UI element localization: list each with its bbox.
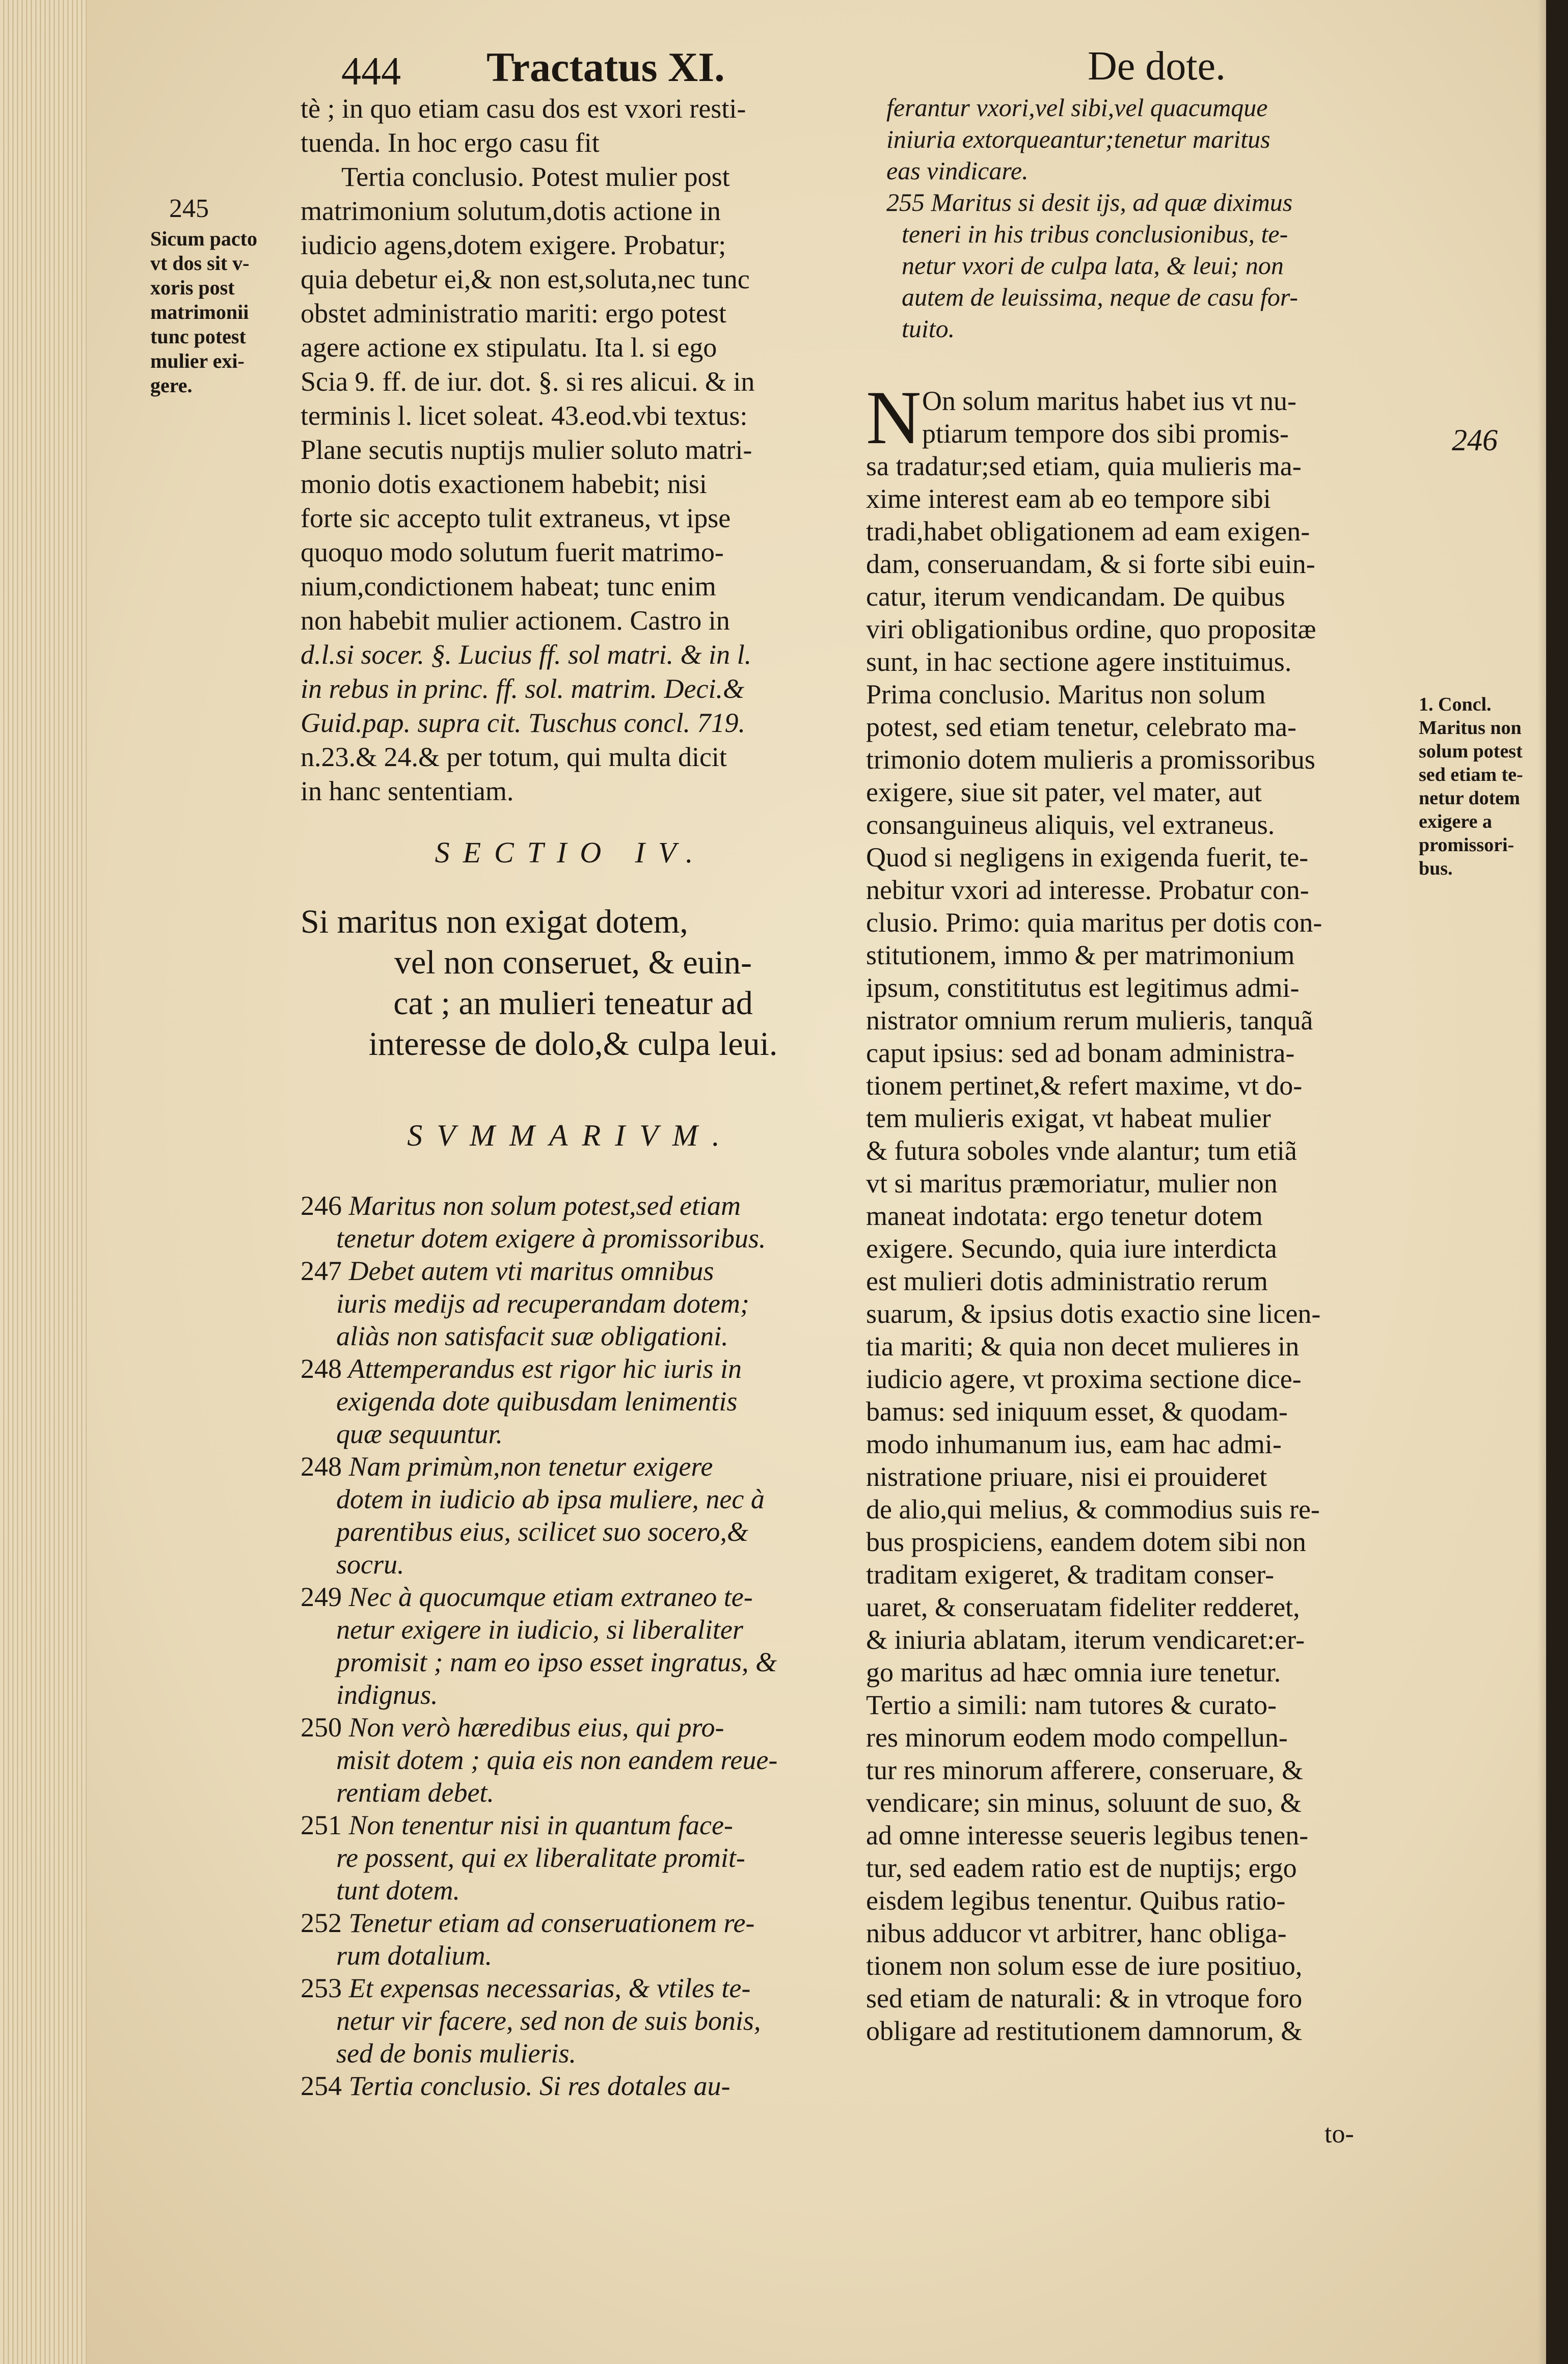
summary-text: netur vxori de culpa lata, & leui; non — [902, 251, 1284, 280]
text-line: obligare ad restitutionem damnorum, & — [866, 2016, 1303, 2046]
text-line: tem mulieris exigat, vt habeat mulier — [866, 1103, 1271, 1133]
summary-item — [301, 1972, 851, 2070]
margin-note-line: xoris post — [150, 276, 235, 299]
summary-text: eas vindicare. — [886, 156, 1029, 185]
left-margin-note — [150, 227, 303, 398]
right-margin-note — [1419, 693, 1541, 880]
margin-note-line: gere. — [150, 374, 193, 397]
text-line: ad omne interesse seueris legibus tenen- — [866, 1820, 1309, 1851]
text-line: sunt, in hac sectione agere instituimus. — [866, 646, 1292, 677]
summary-item — [301, 2070, 851, 2102]
text-line: non habebit mulier actionem. Castro in — [301, 605, 730, 636]
summary-continuation — [886, 92, 1406, 344]
summary-text: Nec à quocumque etiam extraneo te- — [348, 1582, 753, 1612]
summary-text: Debet autem vti maritus omnibus — [348, 1256, 714, 1286]
section-title-line: interesse de dolo,& culpa leui. — [368, 1025, 778, 1063]
text-line: tur, sed eadem ratio est de nuptijs; ergo — [866, 1853, 1297, 1883]
summary-text: Tertia conclusio. Si res dotales au- — [348, 2071, 731, 2101]
text-line: Quod si negligens in exigenda fuerit, te- — [866, 842, 1309, 873]
margin-note-line: solum potest — [1419, 741, 1523, 762]
margin-note-line: netur dotem — [1419, 787, 1520, 809]
summary-item — [301, 1711, 851, 1809]
margin-note-line: 1. Concl. — [1419, 694, 1492, 715]
text-line: stitutionem, immo & per matrimonium — [866, 940, 1295, 970]
summary-number: 254 — [301, 2071, 342, 2101]
text-line: vt si maritus præmoriatur, mulier non — [866, 1168, 1278, 1199]
summary-text: netur exigere in iudicio, si liberaliter — [336, 1614, 743, 1645]
text-line: est mulieri dotis administratio rerum — [866, 1266, 1268, 1296]
text-line: nistratione priuare, nisi ei prouideret — [866, 1461, 1267, 1492]
summary-text: Maritus non solum potest,sed etiam — [348, 1190, 741, 1221]
text-line: in hanc sententiam. — [301, 776, 514, 806]
summary-text: Non verò hæredibus eius, qui pro- — [348, 1712, 724, 1743]
summary-text: Nam primùm,non tenetur exigere — [348, 1451, 713, 1482]
margin-note-line: tunc potest — [150, 325, 246, 348]
section-title-line: vel non conseruet, & euin- — [394, 944, 752, 981]
summary-text: Tenetur etiam ad conseruationem re- — [348, 1908, 755, 1938]
summary-number: 250 — [301, 1712, 342, 1743]
text-line: quoquo modo solutum fuerit matrimo- — [301, 537, 724, 567]
summary-text: Et expensas necessarias, & vtiles te- — [348, 1973, 751, 2003]
summarium-heading: SVMMARIVM. — [407, 1119, 734, 1152]
summary-text: tunt dotem. — [336, 1875, 460, 1906]
text-line: Prima conclusio. Maritus non solum — [866, 679, 1266, 710]
section-title-line: Si maritus non exigat dotem, — [301, 903, 688, 940]
text-line: res minorum eodem modo compellun- — [866, 1722, 1288, 1753]
text-line: sa tradatur;sed etiam, quia mulieris ma- — [866, 451, 1302, 481]
section-title-line: cat ; an mulieri teneatur ad — [393, 985, 753, 1022]
text-line: tradi,habet obligationem ad eam exigen- — [866, 516, 1310, 547]
summary-item — [301, 1581, 851, 1711]
summary-text: ferantur vxori,vel sibi,vel quacumque — [886, 93, 1268, 122]
running-title: Tractatus XI. — [486, 44, 725, 90]
page-edges — [0, 0, 87, 2364]
margin-note-line: bus. — [1419, 858, 1453, 879]
text-line: dam, conseruandam, & si forte sibi euin- — [866, 549, 1315, 579]
text-line: potest, sed etiam tenetur, celebrato ma- — [866, 712, 1296, 742]
spine-shadow — [1537, 0, 1568, 2364]
summary-text: dotem in iudicio ab ipsa muliere, nec à — [336, 1484, 765, 1514]
text-line: Tertia conclusio. Potest mulier post — [341, 161, 730, 192]
margin-note-line: mulier exi- — [150, 349, 245, 372]
summary-text: quæ sequuntur. — [336, 1419, 503, 1449]
page-number: 444 — [341, 49, 401, 93]
summary-text: misit dotem ; quia eis non eandem reue- — [336, 1745, 778, 1775]
summary-number: 252 — [301, 1908, 342, 1938]
drop-cap: N — [866, 375, 922, 460]
left-margin-number: 245 — [169, 194, 209, 223]
summary-number: 248 — [301, 1451, 342, 1482]
margin-note-line: matrimonii — [150, 301, 249, 323]
summary-text: exigenda dote quibusdam lenimentis — [336, 1386, 738, 1417]
text-line: bus prospiciens, eandem dotem sibi non — [866, 1527, 1306, 1557]
text-line: vendicare; sin minus, soluunt de suo, & — [866, 1787, 1302, 1818]
text-line: modo inhumanum ius, eam hac admi- — [866, 1429, 1282, 1459]
summary-text: rentiam debet. — [336, 1777, 494, 1808]
margin-note-line: promissori- — [1419, 834, 1515, 856]
text-line: obstet administratio mariti: ergo potest — [301, 298, 726, 329]
text-line: & iniuria ablatam, iterum vendicaret:er- — [866, 1624, 1305, 1655]
text-line: n.23.& 24.& per totum, qui multa dicit — [301, 742, 727, 772]
summary-text: teneri in his tribus conclusionibus, te- — [902, 220, 1288, 248]
text-line: nium,condictionem habeat; tunc enim — [301, 571, 716, 602]
text-line: sed etiam de naturali: & in vtroque foro — [866, 1983, 1303, 2014]
text-line: go maritus ad hæc omnia iure tenetur. — [866, 1657, 1281, 1688]
summary-text: tuito. — [902, 314, 955, 343]
text-line: d.l.si socer. §. Lucius ff. sol matri. & in l. — [301, 639, 752, 670]
summary-item — [301, 1809, 851, 1907]
right-margin-number: 246 — [1452, 423, 1498, 457]
summary-number: 246 — [301, 1190, 342, 1221]
summary-text: Attemperandus est rigor hic iuris in — [348, 1353, 742, 1384]
summary-text: autem de leuissima, neque de casu for- — [902, 283, 1299, 311]
text-line: clusio. Primo: quia maritus per dotis con- — [866, 907, 1322, 938]
summary-item — [301, 1189, 851, 1255]
summary-text: tenetur dotem exigere à promissoribus. — [336, 1223, 766, 1254]
text-line: xime interest eam ab eo tempore sibi — [866, 483, 1271, 514]
summary-item — [301, 1255, 851, 1352]
summary-text: re possent, qui ex liberalitate promit- — [336, 1842, 745, 1873]
summary-text: Non tenentur nisi in quantum face- — [348, 1810, 733, 1840]
text-line: & futura soboles vnde alantur; tum etiã — [866, 1135, 1297, 1166]
text-line: nibus adducor vt arbitrer, hanc obliga- — [866, 1918, 1287, 1948]
text-line: traditam exigeret, & traditam conser- — [866, 1559, 1275, 1590]
text-line: eisdem legibus tenentur. Quibus ratio- — [866, 1885, 1286, 1916]
text-line: trimonio dotem mulieris a promissoribus — [866, 744, 1315, 775]
right-column-text — [866, 385, 1406, 2047]
text-line: tionem non solum esse de iure positiuo, — [866, 1950, 1303, 1981]
text-line: uaret, & conseruatam fideliter redderet, — [866, 1592, 1300, 1622]
text-line: maneat indotata: ergo tenetur dotem — [866, 1201, 1263, 1231]
summary-text: parentibus eius, scilicet suo socero,& — [336, 1516, 748, 1547]
summary-item — [301, 1450, 851, 1581]
margin-note-line: vt dos sit v- — [150, 252, 250, 275]
margin-note-line: Maritus non — [1419, 717, 1522, 739]
text-line: exigere, siue sit pater, vel mater, aut — [866, 777, 1262, 807]
text-line: de alio,qui melius, & commodius suis re- — [866, 1494, 1320, 1525]
text-line: quia debetur ei,& non est,soluta,nec tunc — [301, 264, 750, 294]
text-line: iudicio agere, vt proxima sectione dice- — [866, 1364, 1302, 1394]
summary-item — [301, 1907, 851, 1972]
left-column-text — [301, 92, 841, 808]
summary-list — [301, 1189, 851, 2102]
text-line: tia mariti; & quia non decet mulieres in — [866, 1331, 1300, 1362]
text-line: tur res minorum afferere, conseruare, & — [866, 1755, 1304, 1785]
text-line: nistrator omnium rerum mulieris, tanquã — [866, 1005, 1313, 1036]
summary-text: sed de bonis mulieris. — [336, 2038, 576, 2069]
text-line: caput ipsius: sed ad bonam administra- — [866, 1038, 1295, 1068]
margin-note-line: Sicum pacto — [150, 227, 257, 250]
text-line: in rebus in princ. ff. sol. matrim. Deci.& — [301, 673, 744, 704]
margin-note-line: exigere a — [1419, 811, 1492, 832]
text-line: Guid.pap. supra cit. Tuschus concl. 719. — [301, 708, 745, 738]
summary-text: 255 Maritus si desit ijs, ad quæ diximus — [886, 188, 1293, 216]
text-line: monio dotis exactionem habebit; nisi — [301, 469, 707, 499]
text-line: nebitur vxori ad interesse. Probatur con- — [866, 875, 1309, 905]
text-line: bamus: sed iniquum esset, & quodam- — [866, 1396, 1288, 1427]
text-line: exigere. Secundo, quia iure interdicta — [866, 1233, 1277, 1264]
catchword: to- — [1324, 2120, 1354, 2149]
summary-text: rum dotalium. — [336, 1940, 493, 1971]
section-title — [301, 902, 846, 1065]
text-line: iudicio agens,dotem exigere. Probatur; — [301, 230, 726, 260]
section-heading: SECTIO IV. — [435, 836, 707, 869]
summary-number: 251 — [301, 1810, 342, 1840]
summary-number: 247 — [301, 1256, 342, 1286]
summary-number: 249 — [301, 1582, 342, 1612]
text-line: On solum maritus habet ius vt nu- — [922, 386, 1296, 416]
text-line: forte sic accepto tulit extraneus, vt ipse — [301, 503, 731, 533]
text-line: agere actione ex stipulatu. Ita l. si ego — [301, 332, 717, 363]
text-line: Plane secutis nuptijs mulier soluto matri- — [301, 434, 752, 465]
summary-text: socru. — [336, 1549, 404, 1580]
summary-text: netur vir facere, sed non de suis bonis, — [336, 2005, 761, 2036]
margin-note-line: sed etiam te- — [1419, 764, 1523, 785]
text-line: Scia 9. ff. de iur. dot. §. si res alicui. & in — [301, 366, 755, 397]
summary-item — [301, 1352, 851, 1450]
text-line: tionem pertinet,& refert maxime, vt do- — [866, 1070, 1303, 1101]
summary-number: 253 — [301, 1973, 342, 2003]
summary-text: iuris medijs ad recuperandam dotem; — [336, 1288, 749, 1319]
text-line: viri obligationibus ordine, quo propositæ — [866, 614, 1316, 644]
summary-text: promisit ; nam eo ipso esset ingratus, & — [336, 1647, 777, 1677]
summary-number: 248 — [301, 1353, 342, 1384]
text-line: ipsum, constititutus est legitimus admi- — [866, 972, 1300, 1003]
text-line: tuenda. In hoc ergo casu fit — [301, 127, 600, 158]
text-line: tè ; in quo etiam casu dos est vxori resti- — [301, 93, 746, 124]
summary-text: aliàs non satisfacit suæ obligationi. — [336, 1321, 728, 1351]
text-line: catur, iterum vendicandam. De quibus — [866, 581, 1285, 612]
text-line: terminis l. licet soleat. 43.eod.vbi textus: — [301, 400, 748, 431]
summary-text: indignus. — [336, 1679, 438, 1710]
text-line: consanguineus aliquis, vel extraneus. — [866, 809, 1275, 840]
running-head-right: De dote. — [1088, 44, 1226, 89]
summary-text: iniuria extorqueantur;tenetur maritus — [886, 125, 1270, 153]
text-line: matrimonium solutum,dotis actione in — [301, 196, 721, 226]
text-line: ptiarum tempore dos sibi promis- — [922, 418, 1289, 449]
text-line: Tertio a simili: nam tutores & curato- — [866, 1690, 1277, 1720]
text-line: suarum, & ipsius dotis exactio sine licen- — [866, 1298, 1321, 1329]
